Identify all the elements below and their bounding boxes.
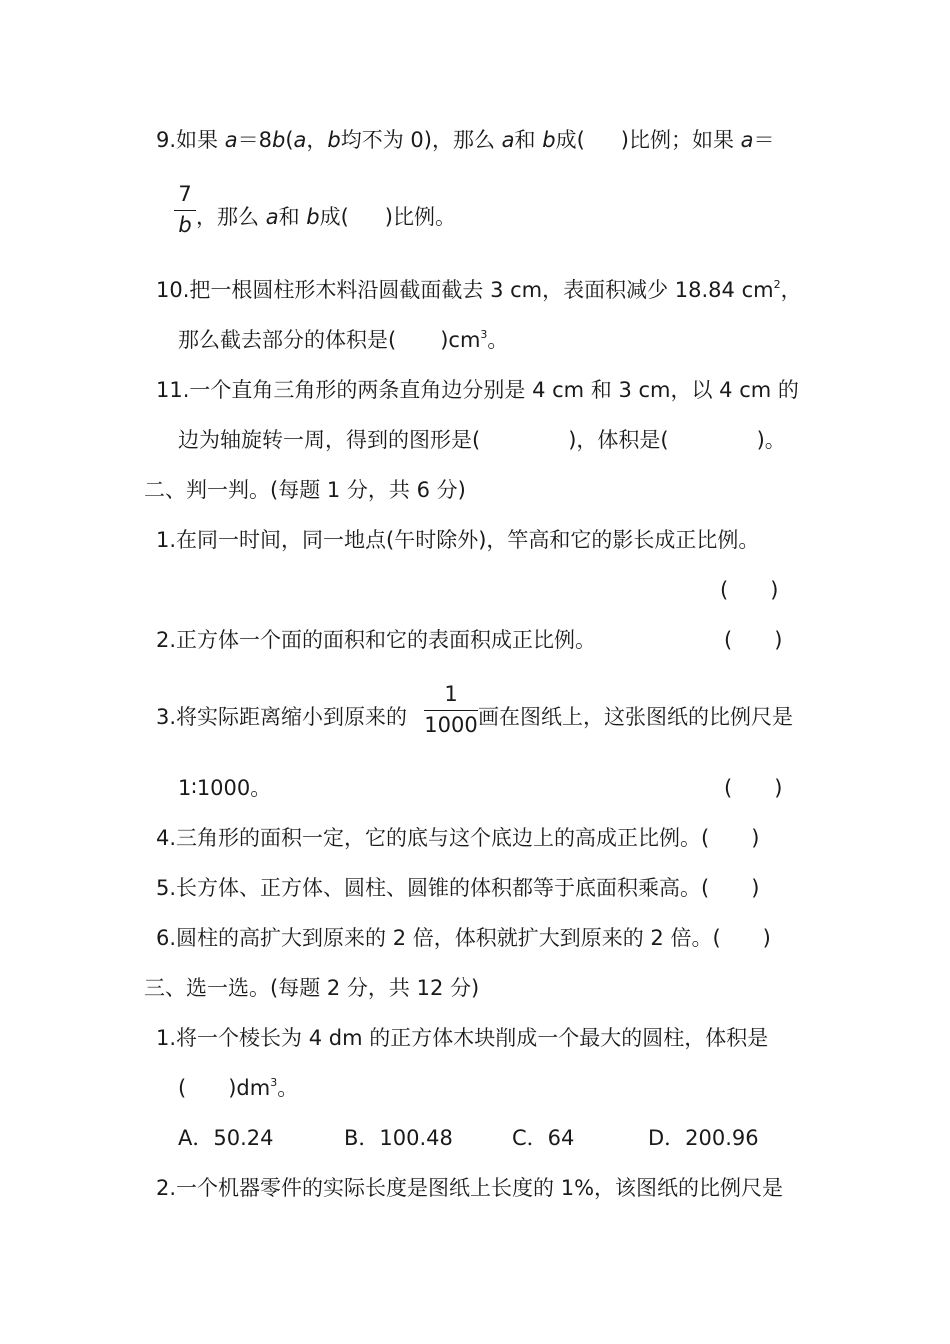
fraction-bar bbox=[174, 210, 196, 211]
s2-item-5: 5.长方体、正方体、圆柱、圆锥的体积都等于底面积乘高。( ) bbox=[156, 876, 760, 900]
s3-q1-line1: 1.将一个棱长为 4 dm 的正方体木块削成一个最大的圆柱，体积是 bbox=[156, 1026, 769, 1050]
s3-q1-option-c[interactable]: C．64 bbox=[512, 1126, 575, 1150]
q11-line1: 11.一个直角三角形的两条直角边分别是 4 cm 和 3 cm，以 4 cm 的 bbox=[156, 378, 799, 402]
s2-answer-5[interactable]: ( ) bbox=[701, 876, 760, 900]
s2-item-3: 3.将实际距离缩小到原来的 bbox=[156, 705, 408, 729]
q11-line2: 边为轴旋转一周，得到的图形是( )，体积是( )。 bbox=[178, 428, 786, 452]
s3-q1-option-b[interactable]: B．100.48 bbox=[344, 1126, 453, 1150]
s2-item-6: 6.圆柱的高扩大到原来的 2 倍，体积就扩大到原来的 2 倍。( ) bbox=[156, 926, 771, 950]
fraction-bar bbox=[424, 710, 478, 711]
s3-q1-blank[interactable]: ( )dm bbox=[178, 1076, 271, 1100]
s3-q2-line1: 2.一个机器零件的实际长度是图纸上长度的 1%，该图纸的比例尺是 bbox=[156, 1176, 784, 1200]
s2-answer-1[interactable]: ( ) bbox=[720, 578, 779, 602]
q9-number: 9. bbox=[156, 128, 177, 152]
section2-title: 二、判一判。(每题 1 分，共 6 分) bbox=[144, 478, 466, 502]
s3-q1-line2: ( )$dm^3$。 bbox=[178, 1076, 299, 1100]
s3-q1-option-d[interactable]: D．200.96 bbox=[648, 1126, 759, 1150]
s2-item-3-tail: 画在图纸上，这张图纸的比例尺是 bbox=[478, 705, 793, 729]
s2-answer-6[interactable]: ( ) bbox=[712, 926, 771, 950]
s2-answer-4[interactable]: ( ) bbox=[701, 826, 760, 850]
s2-item-3-fraction: 1 1000 bbox=[424, 682, 478, 737]
q9-fraction: 7 b bbox=[174, 184, 196, 236]
q10-line2: 那么截去部分的体积是( )$cm^3$。 bbox=[178, 328, 509, 352]
s2-item-2: 2.正方体一个面的面积和它的表面积成正比例。 bbox=[156, 628, 597, 652]
s2-item-4: 4.三角形的面积一定，它的底与这个底边上的高成正比例。( ) bbox=[156, 826, 760, 850]
s2-answer-2[interactable]: ( ) bbox=[724, 628, 783, 652]
s2-answer-3[interactable]: ( ) bbox=[724, 776, 783, 800]
q9-line1: 9.如果 a＝8b(a，b均不为 0)，那么 a和 b成( )比例；如果 a＝ bbox=[156, 128, 775, 152]
s2-item-3-line2: 1∶1000。 bbox=[178, 776, 272, 800]
s3-q1-option-a[interactable]: A．50.24 bbox=[178, 1126, 274, 1150]
q10-line1: 10.把一根圆柱形木料沿圆截面截去 3 cm，表面积减少 18.84 $cm^2$， bbox=[156, 278, 802, 302]
section3-title: 三、选一选。(每题 2 分，共 12 分) bbox=[144, 976, 480, 1000]
q9-line2: ，那么 a和 b成( )比例。 bbox=[196, 205, 456, 229]
s2-item-1: 1.在同一时间，同一地点(午时除外)，竿高和它的影长成正比例。 bbox=[156, 528, 760, 552]
